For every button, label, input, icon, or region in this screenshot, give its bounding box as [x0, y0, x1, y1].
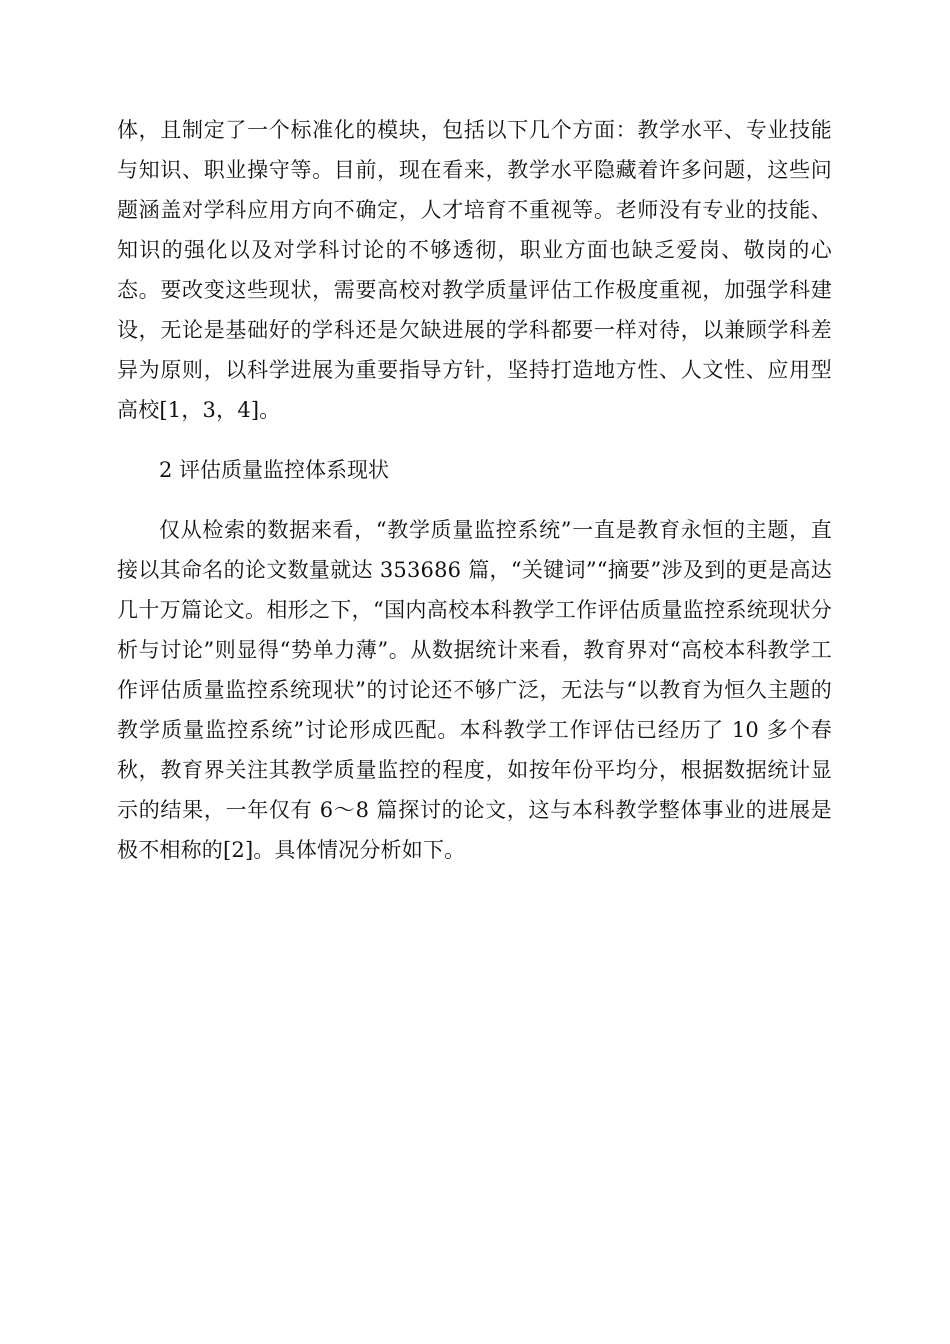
section-heading: 2 评估质量监控体系现状: [159, 458, 390, 482]
paragraph-continuation: 体，且制定了一个标准化的模块，包括以下几个方面：教学水平、专业技能与知识、职业操守等。目前，现在看来，教学水平隐藏着许多问题，这些问题涵盖对学科应用方向不确定，人才培育不重视等。老师没有专业的技能、知识的强化以及对学科讨论的不够透彻，职业方面也缺乏爱岗、敬岗的心态。要改变这些现状，需要高校对教学质量评估工作极度重视，加强学科建设，无论是基础好的学科还是欠缺进展的学科都要一样对待，以兼顾学科差异为原则，以科学进展为重要指导方针，坚持打造地方性、人文性、应用型高校[1，3，4]。: [117, 118, 832, 422]
document-body: [117, 110, 832, 870]
paragraph-body: 仅从检索的数据来看，“教学质量监控系统”一直是教育永恒的主题，直接以其命名的论文数量就达 353686 篇，“关键词”“摘要”涉及到的更是高达几十万篇论文。相形之下，“国内高校本科教学工作评估质量监控系统现状分析与讨论”则显得“势单力薄”。从数据统计来看，教育界对“高校本科教学工作评估质量监控系统现状”的讨论还不够广泛，无法与“以教育为恒久主题的教学质量监控系统”讨论形成匹配。本科教学工作评估已经历了 10 多个春秋，教育界关注其教学质量监控的程度，如按年份平均分，根据数据统计显示的结果，一年仅有 6～8 篇探讨的论文，这与本科教学整体事业的进展是极不相称的[2]。具体情况分析如下。: [117, 518, 832, 862]
